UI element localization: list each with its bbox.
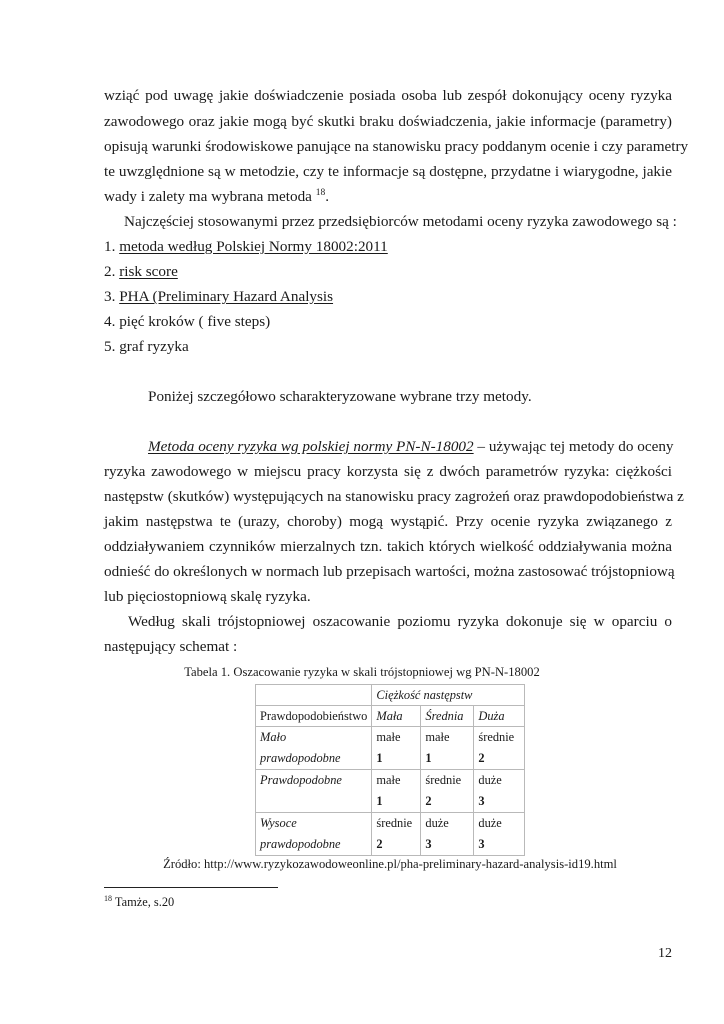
page-number: 12 bbox=[658, 946, 672, 961]
footnote-reference[interactable]: 18 bbox=[315, 188, 326, 198]
body-text-line: lub pięciostopniową skalę ryzyka. bbox=[104, 588, 311, 605]
risk-cell: duże 3 bbox=[474, 813, 525, 856]
table-header-row bbox=[256, 685, 525, 706]
severity-level: Mała bbox=[372, 706, 421, 727]
table-corner-cell bbox=[256, 685, 372, 706]
methods-list-item: 2. risk score bbox=[104, 263, 178, 280]
risk-assessment-table bbox=[255, 684, 525, 856]
probability-header: Prawdopodobieństwo bbox=[256, 706, 372, 727]
footnote bbox=[104, 895, 174, 910]
severity-level: Średnia bbox=[421, 706, 474, 727]
body-text-line: opisują warunki środowiskowe panujące na stanowisku pracy poddanym ocenie i czy parametry bbox=[104, 138, 689, 155]
table-caption: Tabela 1. Oszacowanie ryzyka w skali trójstopniowej wg PN-N-18002 bbox=[184, 665, 540, 679]
methods-list-item: 1. metoda według Polskiej Normy 18002:2011 bbox=[104, 238, 388, 255]
risk-cell: duże 3 bbox=[421, 813, 474, 856]
body-text-line: ryzyka zawodowego w miejscu pracy korzysta się z dwóch parametrów ryzyka: ciężkości bbox=[104, 463, 672, 480]
body-text-line: odnieść do określonych w normach lub przepisach wartości, można zastosować trójstopniową bbox=[104, 563, 675, 580]
severity-level: Duża bbox=[474, 706, 525, 727]
table-row bbox=[256, 770, 525, 813]
footnote-number: 18 bbox=[104, 894, 112, 903]
body-text-line: następstw (skutków) występujących na stanowisku pracy zagrożeń oraz prawdopodobieństwa z bbox=[104, 488, 684, 505]
probability-label: Mało prawdopodobne bbox=[256, 727, 372, 770]
probability-label: Prawdopodobne bbox=[256, 770, 372, 813]
footnote-text: Tamże, s.20 bbox=[112, 895, 175, 909]
table-row bbox=[256, 727, 525, 770]
body-text-line: oddziaływaniem czynników mierzalnych tzn. takich których wielkość oddziaływania można bbox=[104, 538, 672, 555]
body-text-line: wady i zalety ma wybrana metoda $^{18}$. bbox=[104, 188, 329, 205]
body-text-line: wziąć pod uwagę jakie doświadczenie posiada osoba lub zespół dokonujący oceny ryzyka bbox=[104, 87, 672, 104]
table-row bbox=[256, 813, 525, 856]
table-header-row bbox=[256, 706, 525, 727]
risk-cell: średnie 2 bbox=[421, 770, 474, 813]
risk-cell: duże 3 bbox=[474, 770, 525, 813]
risk-cell: średnie 2 bbox=[474, 727, 525, 770]
risk-cell: średnie 2 bbox=[372, 813, 421, 856]
risk-cell: małe 1 bbox=[421, 727, 474, 770]
method-section-heading: Metoda oceny ryzyka wg polskiej normy PN-N-18002 bbox=[148, 438, 474, 455]
body-text-line: zawodowego oraz jakie mogą być skutki braku doświadczenia, jakie informacje (parametry) bbox=[104, 113, 672, 130]
table-source: Źródło: http://www.ryzykozawodoweonline.pl/pha-preliminary-hazard-analysis-id19.html bbox=[163, 857, 617, 871]
body-text-line: jakim następstwa te (urazy, choroby) mogą wystąpić. Przy ocenie ryzyka związanego z bbox=[104, 513, 672, 530]
methods-list-item: 5. graf ryzyka bbox=[104, 338, 189, 355]
method-link[interactable]: risk score bbox=[119, 263, 178, 280]
probability-label: Wysoce prawdopodobne bbox=[256, 813, 372, 856]
risk-cell: małe 1 bbox=[372, 727, 421, 770]
selected-methods-text: Poniżej szczegółowo scharakteryzowane wybrane trzy metody. bbox=[148, 388, 532, 405]
body-text-line: te uwzględnione są w metodzie, czy te informacje są dostępne, przydatne i wiarygodne, jakie bbox=[104, 163, 672, 180]
method-section-heading-line: Metoda oceny ryzyka wg polskiej normy PN-N-18002 – używając tej metody do oceny bbox=[148, 438, 674, 455]
severity-header: Ciężkość następstw bbox=[372, 685, 525, 706]
methods-list-item: 3. PHA (Preliminary Hazard Analysis bbox=[104, 288, 334, 305]
method-link[interactable]: metoda według Polskiej Normy 18002:2011 bbox=[119, 238, 388, 255]
method-link[interactable]: PHA (Preliminary Hazard Analysis bbox=[119, 288, 334, 305]
methods-list-item: 4. pięć kroków ( five steps) bbox=[104, 313, 271, 330]
footnote-separator bbox=[104, 887, 278, 888]
methods-intro: Najczęściej stosowanymi przez przedsiębiorców metodami oceny ryzyka zawodowego są : bbox=[124, 213, 677, 230]
body-text-line: następujący schemat : bbox=[104, 638, 238, 655]
risk-cell: małe 1 bbox=[372, 770, 421, 813]
body-text-line: Według skali trójstopniowej oszacowanie poziomu ryzyka dokonuje się w oparciu o bbox=[128, 613, 672, 630]
